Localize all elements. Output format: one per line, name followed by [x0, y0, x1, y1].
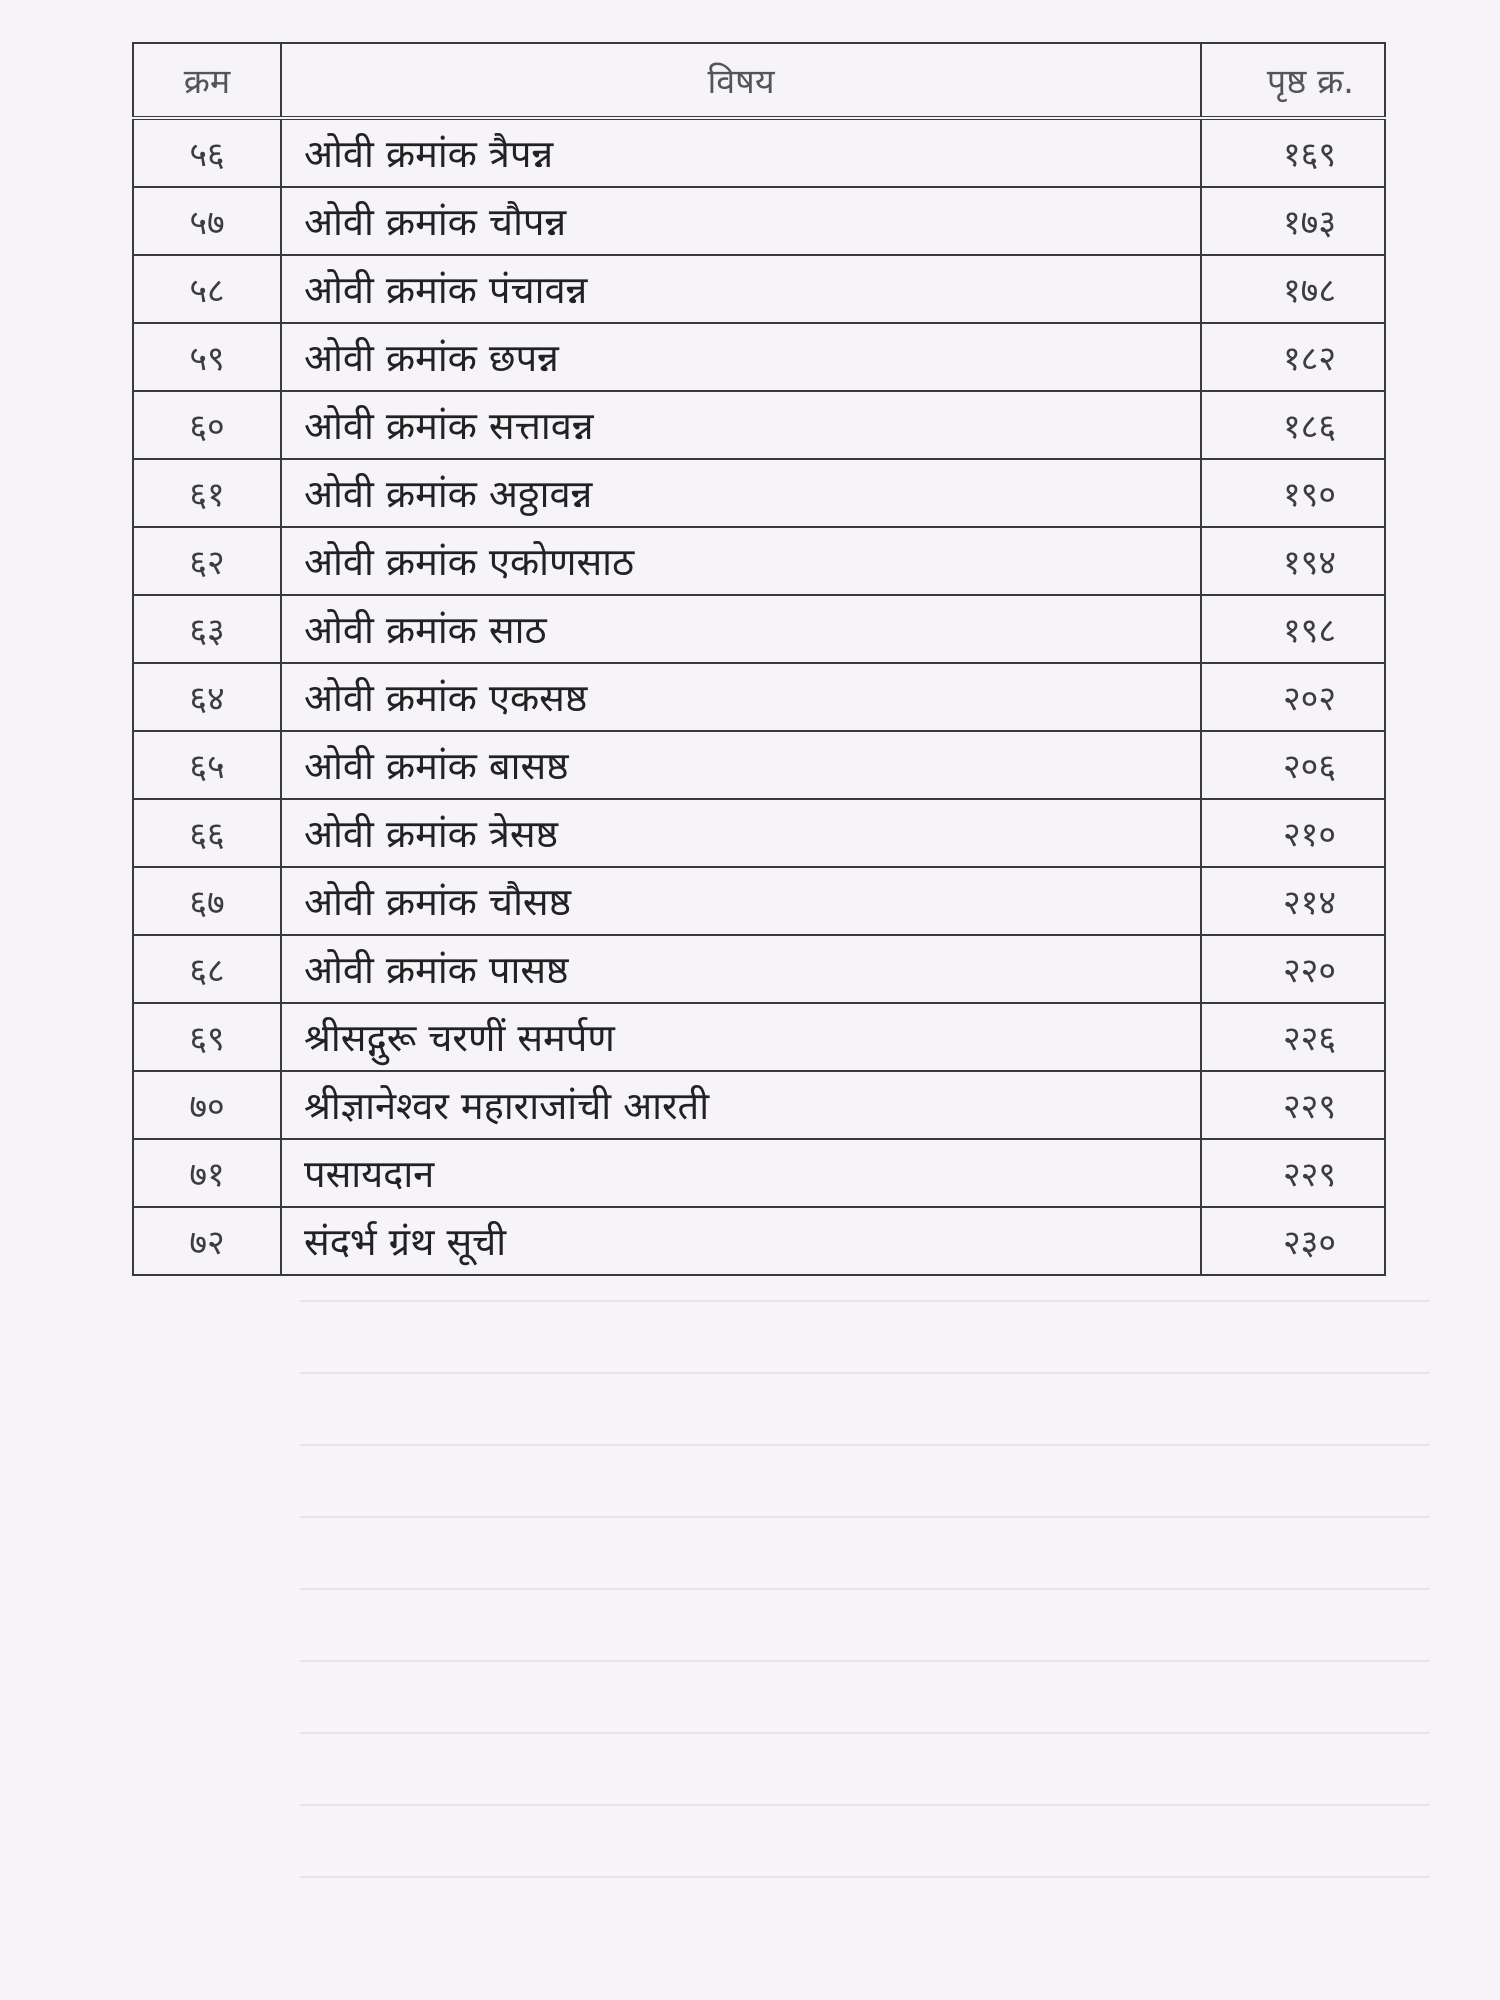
entry-number: ५९ — [133, 323, 281, 391]
entry-number: ५७ — [133, 187, 281, 255]
entry-number: ७१ — [133, 1139, 281, 1207]
entry-title: ओवी क्रमांक छपन्न — [281, 323, 1201, 391]
show-through-line — [300, 1804, 1430, 1806]
entry-title: ओवी क्रमांक त्रेसष्ठ — [281, 799, 1201, 867]
table-row — [133, 731, 1385, 799]
show-through-line — [300, 1372, 1430, 1374]
table-row — [133, 527, 1385, 595]
toc-body — [133, 118, 1385, 1275]
table-row — [133, 663, 1385, 731]
entry-number: ६५ — [133, 731, 281, 799]
entry-page-number: १९४ — [1201, 527, 1385, 595]
show-through-line — [300, 1660, 1430, 1662]
table-row — [133, 459, 1385, 527]
entry-number: ६३ — [133, 595, 281, 663]
table-row — [133, 323, 1385, 391]
entry-page-number: २२६ — [1201, 1003, 1385, 1071]
table-row — [133, 935, 1385, 1003]
entry-page-number: १९८ — [1201, 595, 1385, 663]
entry-number: ५६ — [133, 118, 281, 187]
entry-page-number: २०६ — [1201, 731, 1385, 799]
document-page — [132, 42, 1384, 1276]
table-of-contents — [132, 42, 1386, 1276]
entry-page-number: २०२ — [1201, 663, 1385, 731]
entry-page-number: २१४ — [1201, 867, 1385, 935]
table-row — [133, 799, 1385, 867]
entry-number: ६१ — [133, 459, 281, 527]
entry-title: ओवी क्रमांक त्रैपन्न — [281, 118, 1201, 187]
show-through-line — [300, 1516, 1430, 1518]
header-subject: विषय — [281, 43, 1201, 118]
entry-number: ६८ — [133, 935, 281, 1003]
table-row — [133, 391, 1385, 459]
header-row — [133, 43, 1385, 118]
table-row — [133, 1003, 1385, 1071]
entry-number: ६९ — [133, 1003, 281, 1071]
show-through-line — [300, 1876, 1430, 1878]
entry-title: ओवी क्रमांक पासष्ठ — [281, 935, 1201, 1003]
entry-page-number: २२९ — [1201, 1139, 1385, 1207]
show-through-line — [300, 1732, 1430, 1734]
table-row — [133, 187, 1385, 255]
entry-page-number: १६९ — [1201, 118, 1385, 187]
entry-number: ६० — [133, 391, 281, 459]
entry-page-number: २२९ — [1201, 1071, 1385, 1139]
header-page: पृष्ठ क्र. — [1201, 43, 1385, 118]
entry-title: ओवी क्रमांक सत्तावन्न — [281, 391, 1201, 459]
entry-title: ओवी क्रमांक चौपन्न — [281, 187, 1201, 255]
table-row — [133, 1071, 1385, 1139]
entry-page-number: २२० — [1201, 935, 1385, 1003]
entry-number: ६६ — [133, 799, 281, 867]
show-through-line — [300, 1300, 1430, 1302]
entry-title: संदर्भ ग्रंथ सूची — [281, 1207, 1201, 1275]
show-through-line — [300, 1444, 1430, 1446]
header-number: क्रम — [133, 43, 281, 118]
table-row — [133, 595, 1385, 663]
table-row — [133, 255, 1385, 323]
table-row — [133, 118, 1385, 187]
entry-number: ७० — [133, 1071, 281, 1139]
entry-title: ओवी क्रमांक एकोणसाठ — [281, 527, 1201, 595]
entry-page-number: १८२ — [1201, 323, 1385, 391]
entry-number: ७२ — [133, 1207, 281, 1275]
table-row — [133, 1207, 1385, 1275]
entry-page-number: १९० — [1201, 459, 1385, 527]
entry-title: ओवी क्रमांक साठ — [281, 595, 1201, 663]
show-through-line — [300, 1588, 1430, 1590]
entry-title: ओवी क्रमांक चौसष्ठ — [281, 867, 1201, 935]
entry-page-number: १७८ — [1201, 255, 1385, 323]
entry-page-number: २३० — [1201, 1207, 1385, 1275]
entry-page-number: २१० — [1201, 799, 1385, 867]
entry-title: ओवी क्रमांक पंचावन्न — [281, 255, 1201, 323]
entry-number: ६२ — [133, 527, 281, 595]
entry-number: ६४ — [133, 663, 281, 731]
entry-number: ६७ — [133, 867, 281, 935]
entry-page-number: १८६ — [1201, 391, 1385, 459]
entry-title: ओवी क्रमांक एकसष्ठ — [281, 663, 1201, 731]
entry-number: ५८ — [133, 255, 281, 323]
entry-page-number: १७३ — [1201, 187, 1385, 255]
entry-title: ओवी क्रमांक बासष्ठ — [281, 731, 1201, 799]
entry-title: पसायदान — [281, 1139, 1201, 1207]
entry-title: ओवी क्रमांक अठ्ठावन्न — [281, 459, 1201, 527]
table-row — [133, 867, 1385, 935]
table-row — [133, 1139, 1385, 1207]
entry-title: श्रीज्ञानेश्वर महाराजांची आरती — [281, 1071, 1201, 1139]
entry-title: श्रीसद्गुरू चरणीं समर्पण — [281, 1003, 1201, 1071]
